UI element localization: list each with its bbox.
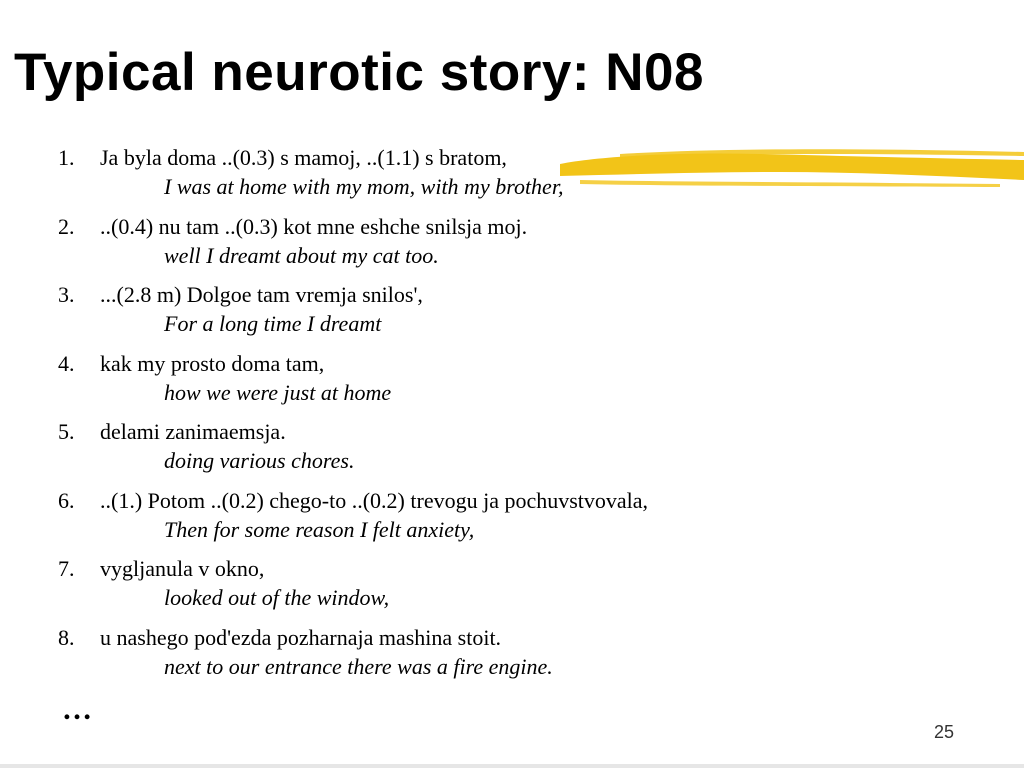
item-original-text: kak my prosto doma tam,	[100, 350, 325, 376]
list-item	[58, 487, 998, 556]
list-item	[58, 144, 998, 213]
item-translation: I was at home with my mom, with my brother,	[164, 174, 564, 199]
list-item	[58, 624, 998, 693]
item-original-text: u nashego pod'ezda pozharnaja mashina stoit.	[100, 624, 502, 650]
item-original-text: ..(0.4) nu tam ..(0.3) kot mne eshche snilsja moj.	[100, 213, 528, 239]
item-original-text: ..(1.) Potom ..(0.2) chego-to ..(0.2) trevogu ja pochuvstvovala,	[100, 487, 649, 513]
item-number: 3.	[58, 282, 75, 307]
item-original-text: delami zanimaemsja.	[100, 419, 286, 444]
continuation-ellipsis: …	[62, 693, 92, 726]
item-translation: looked out of the window,	[164, 585, 390, 610]
list-item	[58, 213, 998, 282]
item-translation: For a long time I dreamt	[164, 311, 382, 336]
item-number: 1.	[58, 145, 75, 170]
item-number: 7.	[58, 556, 75, 581]
item-number: 5.	[58, 419, 75, 444]
list-item	[58, 281, 998, 350]
item-number: 2.	[58, 213, 75, 239]
item-translation: next to our entrance there was a fire engine.	[164, 653, 553, 679]
item-original-text: ...(2.8 m) Dolgoe tam vremja snilos',	[100, 282, 423, 307]
item-original-text: Ja byla doma ..(0.3) s mamoj, ..(1.1) s bratom,	[100, 145, 507, 170]
page-number: 25	[934, 722, 955, 742]
item-number: 4.	[58, 350, 75, 376]
item-translation: doing various chores.	[164, 448, 355, 473]
bottom-divider	[0, 764, 1024, 768]
slide-title: Typical neurotic story: N08	[14, 43, 704, 102]
item-translation: well I dreamt about my cat too.	[164, 242, 439, 268]
list-item	[58, 555, 998, 624]
item-translation: how we were just at home	[164, 379, 392, 405]
item-translation: Then for some reason I felt anxiety,	[164, 516, 475, 542]
list-item	[58, 418, 998, 487]
item-number: 6.	[58, 487, 75, 513]
item-original-text: vygljanula v okno,	[100, 556, 265, 581]
list-item	[58, 350, 998, 419]
story-list	[58, 144, 998, 692]
item-number: 8.	[58, 624, 75, 650]
